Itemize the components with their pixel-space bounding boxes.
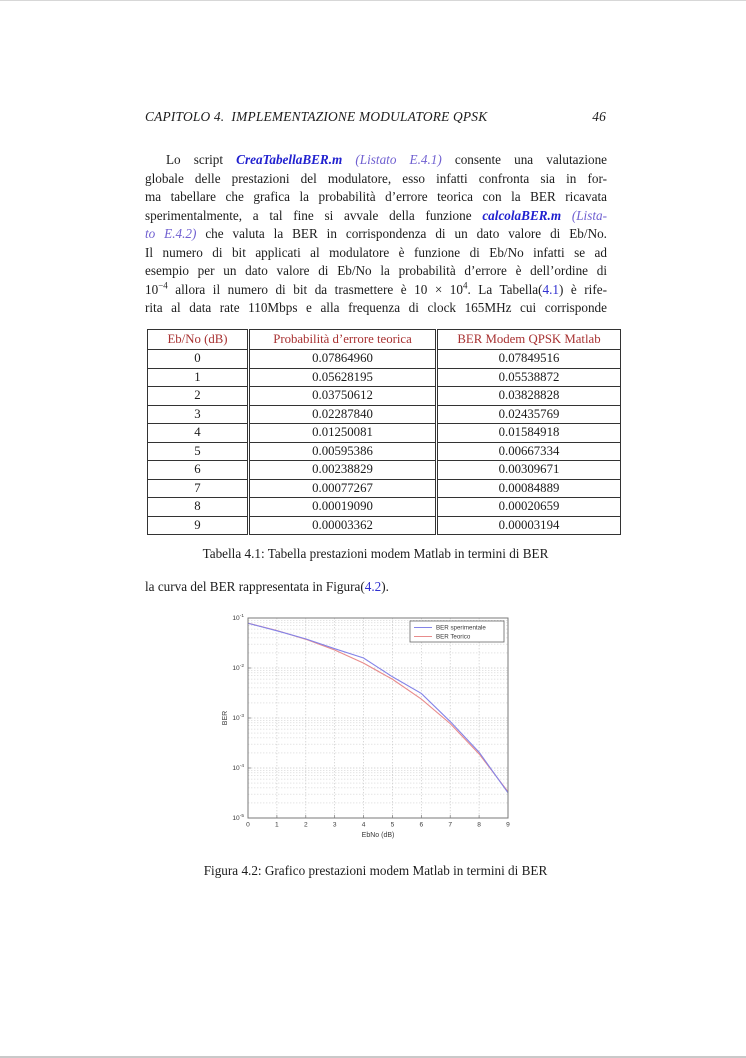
table-cell: 3 <box>148 405 249 424</box>
page-header <box>145 109 606 125</box>
listing-reference-link[interactable]: to E.4.2) <box>145 226 197 242</box>
svg-text:10-5: $10^{-5}$ <box>232 814 244 823</box>
svg-text:7: 7 <box>448 821 453 829</box>
table-row <box>148 442 621 461</box>
table-row <box>148 498 621 517</box>
table-cell: 0.00238829 <box>249 461 437 480</box>
table-cell: 0.00077267 <box>249 479 437 498</box>
listing-reference-link[interactable]: (Listato E.4.1) <box>355 152 442 167</box>
table-cell: 0.01584918 <box>437 424 621 443</box>
table-cell: 6 <box>148 461 249 480</box>
svg-text:0: 0 <box>246 821 250 829</box>
table-cell: 0 <box>148 350 249 369</box>
table-header-cell: BER Modem QPSK Matlab <box>437 330 621 350</box>
svg-text:9: 9 <box>506 821 510 829</box>
svg-text:BER Teorico: BER Teorico <box>436 633 471 641</box>
table-cell: 0.00003194 <box>437 516 621 535</box>
script-name-link[interactable]: calcolaBER.m <box>482 207 562 223</box>
ber-figure <box>220 605 532 853</box>
table-row <box>148 405 621 424</box>
table-cell: 0.00003362 <box>249 516 437 535</box>
table-cell: 0.03828828 <box>437 387 621 406</box>
table-cell: 0.07849516 <box>437 350 621 369</box>
ber-table <box>147 329 621 535</box>
table-cell: 0.00084889 <box>437 479 621 498</box>
paragraph-line: Il numero di bit applicati al modulatore è funzione di Eb/No infatti se ad <box>145 244 607 260</box>
table-row <box>148 461 621 480</box>
superscript: 4 <box>463 280 468 291</box>
svg-text:BER: BER <box>222 710 229 726</box>
table-row <box>148 424 621 443</box>
listing-reference-link[interactable]: (Lista- <box>571 207 607 223</box>
paragraph-line: globale delle prestazioni del modulatore, esso infatti confronta sia in for- <box>145 170 607 186</box>
table-header-cell: Probabilità d’errore teorica <box>249 330 437 350</box>
figure-caption: Figura 4.2: Grafico prestazioni modem Matlab in termini di BER <box>203 863 548 878</box>
body-paragraph <box>145 151 607 318</box>
table-cell: 5 <box>148 442 249 461</box>
table-cell: 9 <box>148 516 249 535</box>
table-cell: 0.02287840 <box>249 405 437 424</box>
script-name-link[interactable]: CreaTabellaBER.m <box>236 152 343 167</box>
table-body <box>148 350 621 535</box>
paragraph-line: ma tabellare che grafica la probabilità d’errore teorica con la BER ricavata <box>145 189 607 205</box>
svg-text:10-3: $10^{-3}$ <box>232 714 244 723</box>
svg-text:6: 6 <box>419 821 424 829</box>
paragraph-line: $10^{-4}$ allora il numero di bit da trasmettere è $10 \times 10^4$. La Tabella(4.1) è rife- <box>145 280 607 297</box>
chapter-title: CAPITOLO 4. IMPLEMENTAZIONE MODULATORE QPSK <box>145 109 488 124</box>
table-header-row <box>148 330 621 350</box>
table-row <box>148 516 621 535</box>
svg-text:2: 2 <box>303 821 308 829</box>
intermediate-text-before: la curva del BER rappresentata in Figura( <box>145 579 365 594</box>
table-cell: 8 <box>148 498 249 517</box>
table-cell: 4 <box>148 424 249 443</box>
table-cell: 1 <box>148 368 249 387</box>
svg-text:BER sperimentale: BER sperimentale <box>436 624 486 632</box>
svg-text:1: 1 <box>275 821 279 829</box>
svg-text:4: 4 <box>361 821 366 829</box>
table-cell: 7 <box>148 479 249 498</box>
ber-line-chart <box>220 605 532 853</box>
table-cell: 2 <box>148 387 249 406</box>
table-reference-link[interactable]: 4.1 <box>542 281 559 297</box>
table-cell: 0.05628195 <box>249 368 437 387</box>
svg-text:EbNo (dB): EbNo (dB) <box>361 832 395 839</box>
table-cell: 0.05538872 <box>437 368 621 387</box>
paragraph-line: to E.4.2) che valuta la BER in corrispondenza di un dato valore di Eb/No. <box>145 226 607 242</box>
table-row <box>148 387 621 406</box>
svg-text:8: 8 <box>477 821 481 829</box>
table-row <box>148 368 621 387</box>
svg-text:10-4: $10^{-4}$ <box>232 764 244 773</box>
paragraph-line: Lo script CreaTabellaBER.m (Listato E.4.1) consente una valutazione <box>166 152 607 167</box>
table-cell: 0.01250081 <box>249 424 437 443</box>
table-cell: 0.03750612 <box>249 387 437 406</box>
svg-text:10-2: $10^{-2}$ <box>232 664 244 673</box>
page-number: 46 <box>592 109 606 124</box>
intermediate-text <box>145 579 606 595</box>
table-row <box>148 479 621 498</box>
table-cell: 0.00019090 <box>249 498 437 517</box>
figure-reference-link[interactable]: 4.2 <box>364 579 382 594</box>
table-header-cell: Eb/No (dB) <box>148 330 249 350</box>
superscript: −4 <box>158 280 168 291</box>
table-cell: 0.02435769 <box>437 405 621 424</box>
svg-text:5: 5 <box>390 821 395 829</box>
svg-text:10-1: $10^{-1}$ <box>232 614 244 623</box>
table-cell: 0.00595386 <box>249 442 437 461</box>
intermediate-text-after: ). <box>381 579 389 594</box>
table-cell: 0.00020659 <box>437 498 621 517</box>
svg-text:3: 3 <box>332 821 337 829</box>
paragraph-line: rita al data rate 110Mbps e alla frequenza di clock 165MHz cui corrisponde <box>145 300 607 316</box>
table-row <box>148 350 621 369</box>
paragraph-line: sperimentalmente, a tal fine si avvale della funzione calcolaBER.m (Lista- <box>145 207 607 223</box>
table-cell: 0.00309671 <box>437 461 621 480</box>
paragraph-line: esempio per un dato valore di Eb/No la probabilità d’errore è dell’ordine di <box>145 263 607 279</box>
table-caption: Tabella 4.1: Tabella prestazioni modem Matlab in termini di BER <box>202 546 549 561</box>
table-cell: 0.00667334 <box>437 442 621 461</box>
table-cell: 0.07864960 <box>249 350 437 369</box>
